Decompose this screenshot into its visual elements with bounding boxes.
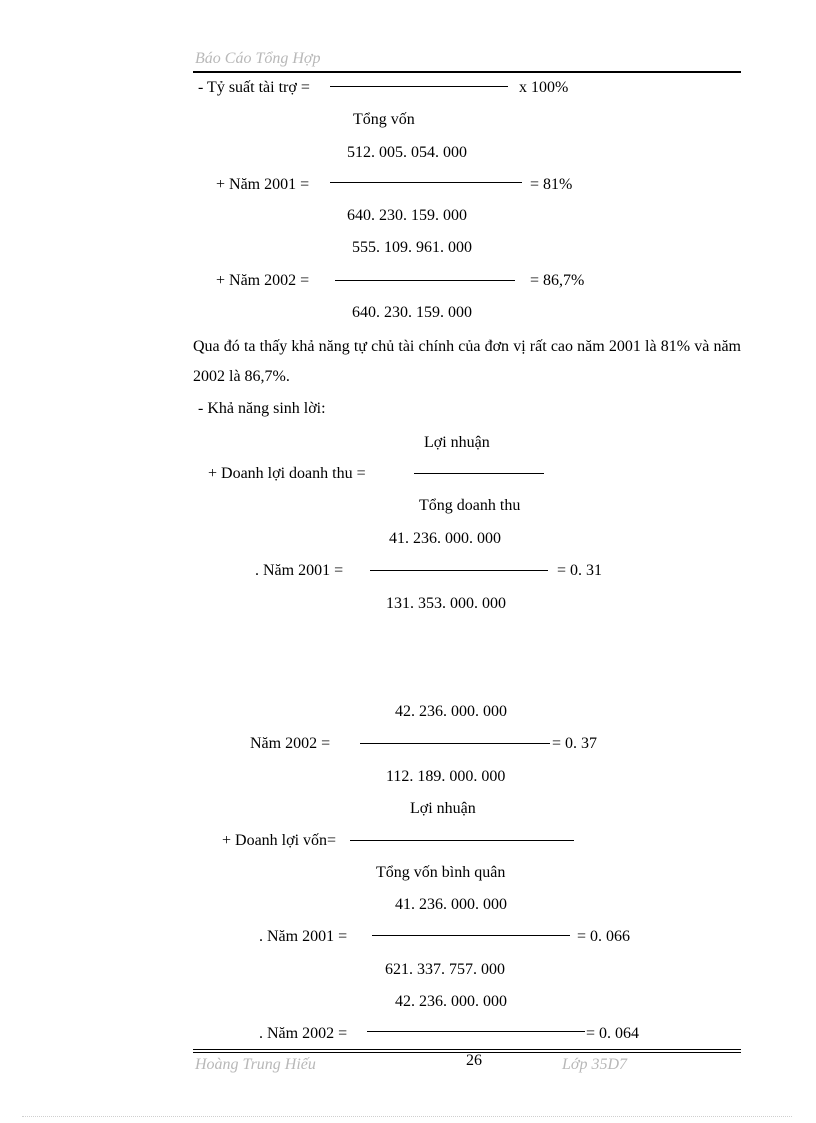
- footer-class: Lớp 35D7: [562, 1056, 627, 1073]
- cr-2001-denominator: 621. 337. 757. 000: [385, 961, 505, 978]
- capital-return-label: + Doanh lợi vốn=: [222, 832, 337, 849]
- fraction-bar: [372, 935, 570, 936]
- rm-2002-label: Năm 2002 =: [250, 735, 331, 752]
- fraction-bar: [367, 1031, 585, 1032]
- sf-2002-denominator: 640. 230. 159. 000: [352, 304, 472, 321]
- cr-2001-result: = 0. 066: [577, 928, 631, 945]
- cr-2002-label: . Năm 2002 =: [259, 1025, 348, 1042]
- header-rule: [193, 71, 741, 73]
- cr-2002-numerator: 42. 236. 000. 000: [395, 993, 507, 1010]
- sf-2002-result: = 86,7%: [530, 272, 585, 289]
- cr-2001-label: . Năm 2001 =: [259, 928, 348, 945]
- fraction-bar: [335, 280, 515, 281]
- fraction-bar: [350, 840, 574, 841]
- page-number: 26: [466, 1052, 482, 1069]
- fraction-bar: [414, 473, 544, 474]
- self-financing-label: - Tỷ suất tài trợ =: [198, 79, 310, 96]
- cr-2001-numerator: 41. 236. 000. 000: [395, 896, 507, 913]
- footer-rule: [193, 1049, 741, 1050]
- fraction-bar: [330, 86, 508, 87]
- revenue-margin-label: + Doanh lợi doanh thu =: [208, 465, 366, 482]
- capital-return-denominator: Tổng vốn bình quân: [376, 864, 506, 881]
- sf-2001-result: = 81%: [530, 176, 573, 193]
- sf-2001-numerator: 512. 005. 054. 000: [347, 144, 467, 161]
- cr-2002-result: = 0. 064: [586, 1025, 640, 1042]
- rm-2001-result: = 0. 31: [557, 562, 603, 579]
- rm-2002-denominator: 112. 189. 000. 000: [386, 768, 506, 785]
- sf-2001-label: + Năm 2001 =: [216, 176, 310, 193]
- rm-2001-numerator: 41. 236. 000. 000: [389, 530, 501, 547]
- fraction-bar: [330, 182, 522, 183]
- footer-author: Hoàng Trung Hiếu: [195, 1056, 316, 1073]
- rm-2001-denominator: 131. 353. 000. 000: [386, 595, 506, 612]
- profitability-label: - Khả năng sinh lời:: [198, 400, 326, 417]
- sf-2001-denominator: 640. 230. 159. 000: [347, 207, 467, 224]
- revenue-margin-numerator: Lợi nhuận: [424, 434, 490, 451]
- fraction-bar: [360, 743, 550, 744]
- conclusion-paragraph: Qua đó ta thấy khả năng tự chủ tài chính của đơn vị rất cao năm 2001 là 81% và năm 2002 là 86,7%.: [193, 338, 741, 385]
- self-financing-denominator: Tổng vốn: [353, 111, 415, 128]
- rm-2002-result: = 0. 37: [552, 735, 598, 752]
- header-title: Báo Cáo Tổng Hợp: [195, 50, 321, 67]
- sf-2002-numerator: 555. 109. 961. 000: [352, 239, 472, 256]
- page-edge-divider: [22, 1116, 792, 1117]
- rm-2002-numerator: 42. 236. 000. 000: [395, 703, 507, 720]
- fraction-bar: [370, 570, 548, 571]
- rm-2001-label: . Năm 2001 =: [255, 562, 344, 579]
- self-financing-multiplier: x 100%: [519, 79, 569, 96]
- capital-return-numerator: Lợi nhuận: [410, 800, 476, 817]
- sf-2002-label: + Năm 2002 =: [216, 272, 310, 289]
- revenue-margin-denominator: Tổng doanh thu: [419, 497, 521, 514]
